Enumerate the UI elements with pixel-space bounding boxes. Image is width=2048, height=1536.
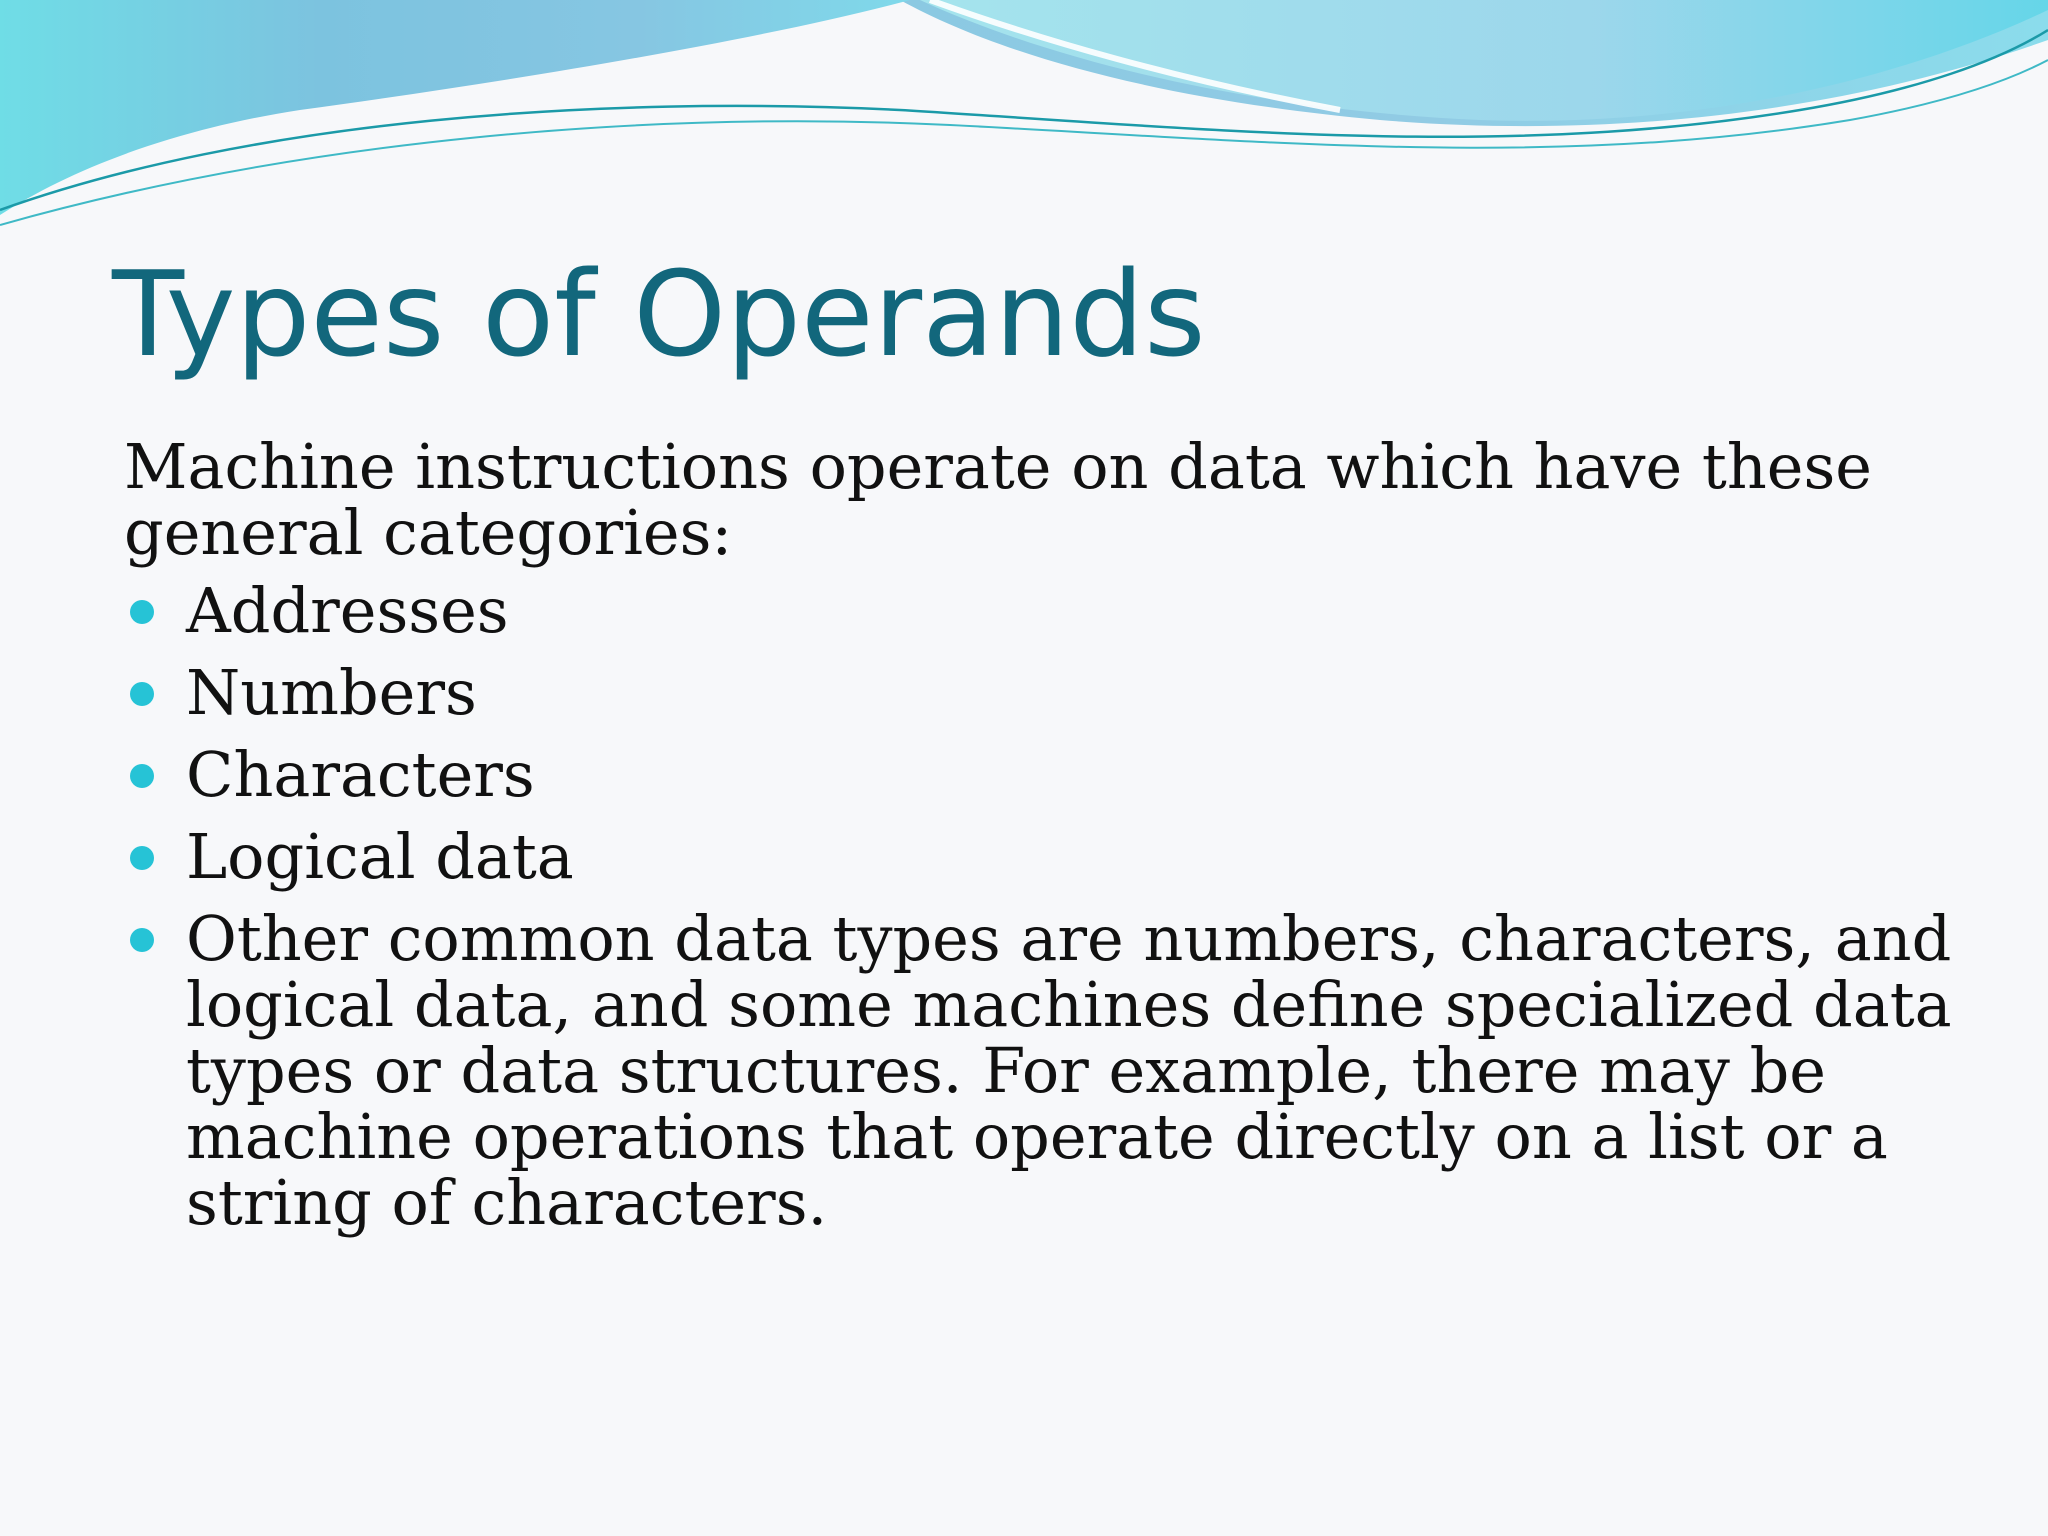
bullet-text-line: logical data, and some machines define specialized data — [186, 968, 1952, 1041]
intro-paragraph — [124, 430, 2004, 569]
wave-banner-decoration — [0, 0, 2048, 240]
bullet-dot-icon — [130, 846, 154, 870]
slide-title: Types of Operands — [112, 245, 1206, 383]
bullet-text: Logical data — [186, 820, 574, 893]
bullet-text-line: types or data structures. For example, there may be — [186, 1034, 1826, 1107]
bullet-dot-icon — [130, 764, 154, 788]
bullet-dot-icon — [130, 928, 154, 952]
bullet-list — [124, 574, 2004, 1239]
bullet-dot-icon — [130, 600, 154, 624]
list-item — [124, 738, 2004, 811]
bullet-text-line: string of characters. — [186, 1166, 828, 1239]
bullet-text-line: Other common data types are numbers, characters, and — [186, 902, 1952, 975]
intro-line: Machine instructions operate on data which have these — [124, 430, 1872, 503]
bullet-text-line: machine operations that operate directly on a list or a — [186, 1100, 1888, 1173]
bullet-text: Characters — [186, 738, 535, 811]
bullet-text: Addresses — [186, 574, 509, 647]
list-item — [124, 820, 2004, 893]
slide-body — [124, 430, 2004, 1252]
list-item — [124, 574, 2004, 647]
bullet-text: Numbers — [186, 656, 477, 729]
bullet-dot-icon — [130, 682, 154, 706]
intro-line: general categories: — [124, 496, 733, 569]
list-item — [124, 656, 2004, 729]
list-item — [124, 902, 2004, 1239]
